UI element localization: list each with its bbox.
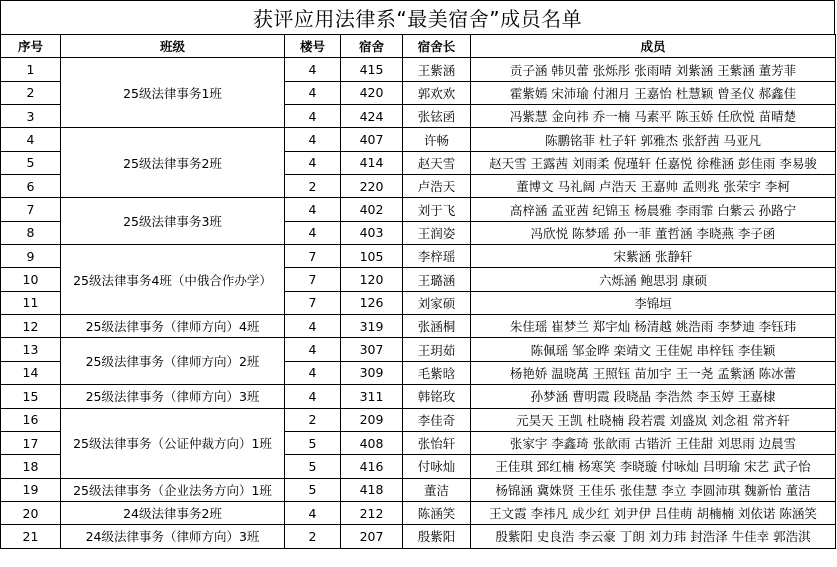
cell-no: 3: [1, 105, 61, 128]
cell-head: 刘于飞: [403, 198, 471, 221]
cell-building: 7: [285, 268, 341, 291]
cell-members: 六烁涵 鲍思羽 康硕: [471, 268, 836, 291]
cell-building: 5: [285, 455, 341, 478]
cell-room: 209: [341, 408, 403, 431]
cell-room: 319: [341, 315, 403, 338]
header-members: 成员: [471, 35, 836, 58]
cell-room: 424: [341, 105, 403, 128]
header-no: 序号: [1, 35, 61, 58]
cell-room: 126: [341, 291, 403, 314]
cell-head: 王润姿: [403, 221, 471, 244]
cell-room: 120: [341, 268, 403, 291]
cell-building: 2: [285, 408, 341, 431]
cell-room: 220: [341, 175, 403, 198]
cell-no: 21: [1, 525, 61, 548]
cell-room: 416: [341, 455, 403, 478]
cell-no: 15: [1, 385, 61, 408]
cell-building: 4: [285, 128, 341, 151]
cell-class: 25级法律事务（律师方向）3班: [61, 385, 285, 408]
cell-no: 1: [1, 58, 61, 81]
cell-no: 5: [1, 151, 61, 174]
cell-room: 403: [341, 221, 403, 244]
cell-building: 2: [285, 175, 341, 198]
cell-head: 殷紫阳: [403, 525, 471, 548]
cell-members: 冯欣悦 陈梦瑶 孙一菲 董哲涵 李晓燕 李子函: [471, 221, 836, 244]
cell-head: 毛紫晗: [403, 361, 471, 384]
cell-no: 9: [1, 245, 61, 268]
cell-building: 4: [285, 361, 341, 384]
cell-head: 张涵桐: [403, 315, 471, 338]
cell-head: 陈涵笑: [403, 501, 471, 524]
cell-members: 冯紫慧 金向祎 乔一楠 马素平 陈玉娇 任欣悦 苗晴楚: [471, 105, 836, 128]
cell-members: 贡子涵 韩贝蕾 张烁彤 张雨晴 刘紫涵 王紫涵 董芳菲: [471, 58, 836, 81]
cell-class: 25级法律事务（律师方向）2班: [61, 338, 285, 385]
cell-members: 张家宇 李鑫琦 张歆雨 古锴沂 王佳甜 刘思雨 边晨雪: [471, 431, 836, 454]
cell-no: 2: [1, 81, 61, 104]
cell-class: 25级法律事务3班: [61, 198, 285, 245]
cell-no: 6: [1, 175, 61, 198]
cell-no: 19: [1, 478, 61, 501]
table-row: [1, 58, 836, 81]
cell-class: 24级法律事务2班: [61, 501, 285, 524]
cell-members: 王佳琪 郅红楠 杨寒笑 李晓璇 付咏灿 吕明瑜 宋艺 武子怡: [471, 455, 836, 478]
cell-room: 207: [341, 525, 403, 548]
cell-room: 420: [341, 81, 403, 104]
cell-building: 2: [285, 525, 341, 548]
cell-room: 407: [341, 128, 403, 151]
cell-head: 张怡轩: [403, 431, 471, 454]
table-row: [1, 198, 836, 221]
cell-members: 董博文 马礼阔 卢浩天 王嘉帅 孟则兆 张荣宇 李柯: [471, 175, 836, 198]
cell-members: 陈鹏铭菲 杜子轩 郭雅杰 张舒茜 马亚凡: [471, 128, 836, 151]
cell-head: 王紫涵: [403, 58, 471, 81]
cell-no: 7: [1, 198, 61, 221]
cell-room: 418: [341, 478, 403, 501]
cell-building: 4: [285, 151, 341, 174]
header-class: 班级: [61, 35, 285, 58]
cell-members: 杨锦涵 冀姝贤 王佳乐 张佳慧 李立 李圆沛琪 魏新怡 董洁: [471, 478, 836, 501]
cell-building: 4: [285, 315, 341, 338]
header-building: 楼号: [285, 35, 341, 58]
cell-members: 王文霞 李祎凡 成少红 刘尹伊 吕佳萌 胡楠楠 刘依诺 陈涵笑: [471, 501, 836, 524]
table-row: [1, 315, 836, 338]
cell-building: 4: [285, 58, 341, 81]
cell-no: 13: [1, 338, 61, 361]
cell-class: 24级法律事务（律师方向）3班: [61, 525, 285, 548]
table-body: [1, 58, 836, 548]
cell-building: 4: [285, 501, 341, 524]
cell-members: 霍紫嫣 宋沛瑜 付湘月 王嘉怡 杜慧颖 曾圣仪 郝鑫佳: [471, 81, 836, 104]
header-room: 宿舍: [341, 35, 403, 58]
cell-head: 王璐涵: [403, 268, 471, 291]
cell-room: 311: [341, 385, 403, 408]
cell-building: 4: [285, 221, 341, 244]
cell-room: 414: [341, 151, 403, 174]
cell-room: 309: [341, 361, 403, 384]
cell-building: 5: [285, 431, 341, 454]
cell-no: 18: [1, 455, 61, 478]
header-head: 宿舍长: [403, 35, 471, 58]
table-row: [1, 408, 836, 431]
cell-no: 10: [1, 268, 61, 291]
cell-head: 赵天雪: [403, 151, 471, 174]
cell-no: 16: [1, 408, 61, 431]
roster-table: [0, 34, 836, 549]
cell-building: 4: [285, 385, 341, 408]
cell-building: 5: [285, 478, 341, 501]
table-row: [1, 245, 836, 268]
cell-head: 张铉函: [403, 105, 471, 128]
cell-no: 11: [1, 291, 61, 314]
cell-head: 许畅: [403, 128, 471, 151]
cell-room: 408: [341, 431, 403, 454]
cell-no: 20: [1, 501, 61, 524]
cell-building: 4: [285, 105, 341, 128]
cell-head: 王玥茹: [403, 338, 471, 361]
cell-members: 孙梦涵 曹明霞 段晓晶 李浩然 李玉婷 王嘉棣: [471, 385, 836, 408]
cell-class: 25级法律事务（企业法务方向）1班: [61, 478, 285, 501]
table-row: [1, 385, 836, 408]
header-row: [1, 35, 836, 58]
cell-building: 4: [285, 198, 341, 221]
cell-class: 25级法律事务1班: [61, 58, 285, 128]
cell-no: 8: [1, 221, 61, 244]
cell-head: 刘家硕: [403, 291, 471, 314]
cell-members: 李锦垣: [471, 291, 836, 314]
cell-room: 307: [341, 338, 403, 361]
cell-building: 7: [285, 245, 341, 268]
cell-head: 李佳奇: [403, 408, 471, 431]
table-row: [1, 525, 836, 548]
cell-room: 402: [341, 198, 403, 221]
cell-class: 25级法律事务（公证仲裁方向）1班: [61, 408, 285, 478]
cell-room: 105: [341, 245, 403, 268]
cell-head: 李梓瑶: [403, 245, 471, 268]
table-row: [1, 478, 836, 501]
cell-no: 12: [1, 315, 61, 338]
cell-no: 17: [1, 431, 61, 454]
table-row: [1, 128, 836, 151]
cell-members: 宋紫涵 张静轩: [471, 245, 836, 268]
cell-class: 25级法律事务（律师方向）4班: [61, 315, 285, 338]
cell-no: 4: [1, 128, 61, 151]
table-row: [1, 338, 836, 361]
cell-members: 杨艳娇 温晓萬 王照钰 苗加宇 王一尧 孟紫涵 陈冰蕾: [471, 361, 836, 384]
cell-building: 4: [285, 338, 341, 361]
cell-class: 25级法律事务4班（中俄合作办学）: [61, 245, 285, 315]
cell-members: 高梓涵 孟亚茜 纪锦玉 杨晨雅 李雨霏 白紫云 孙路宁: [471, 198, 836, 221]
cell-head: 韩铭玫: [403, 385, 471, 408]
cell-building: 4: [285, 81, 341, 104]
cell-class: 25级法律事务2班: [61, 128, 285, 198]
cell-head: 卢浩天: [403, 175, 471, 198]
cell-head: 付咏灿: [403, 455, 471, 478]
cell-members: 朱佳瑶 崔梦兰 郑宇灿 杨清越 姚浩雨 李梦迪 李钰玮: [471, 315, 836, 338]
cell-head: 董洁: [403, 478, 471, 501]
cell-head: 郭欢欢: [403, 81, 471, 104]
cell-building: 7: [285, 291, 341, 314]
cell-members: 陈佩瑶 邹金晔 栾靖文 王佳妮 串梓钰 李佳颖: [471, 338, 836, 361]
cell-no: 14: [1, 361, 61, 384]
table-row: [1, 501, 836, 524]
cell-room: 415: [341, 58, 403, 81]
page-title: 获评应用法律系“最美宿舍”成员名单: [0, 0, 835, 34]
cell-members: 殷紫阳 史良浩 李云豪 丁朗 刘力玮 封浩泽 牛佳幸 郭浩淇: [471, 525, 836, 548]
cell-members: 赵天雪 王露茜 刘雨柔 倪瑾轩 任嘉悦 徐稚涵 彭佳雨 李易骏: [471, 151, 836, 174]
cell-members: 元昊天 王凯 杜晓楠 段若震 刘盛岚 刘念祖 常齐轩: [471, 408, 836, 431]
cell-room: 212: [341, 501, 403, 524]
